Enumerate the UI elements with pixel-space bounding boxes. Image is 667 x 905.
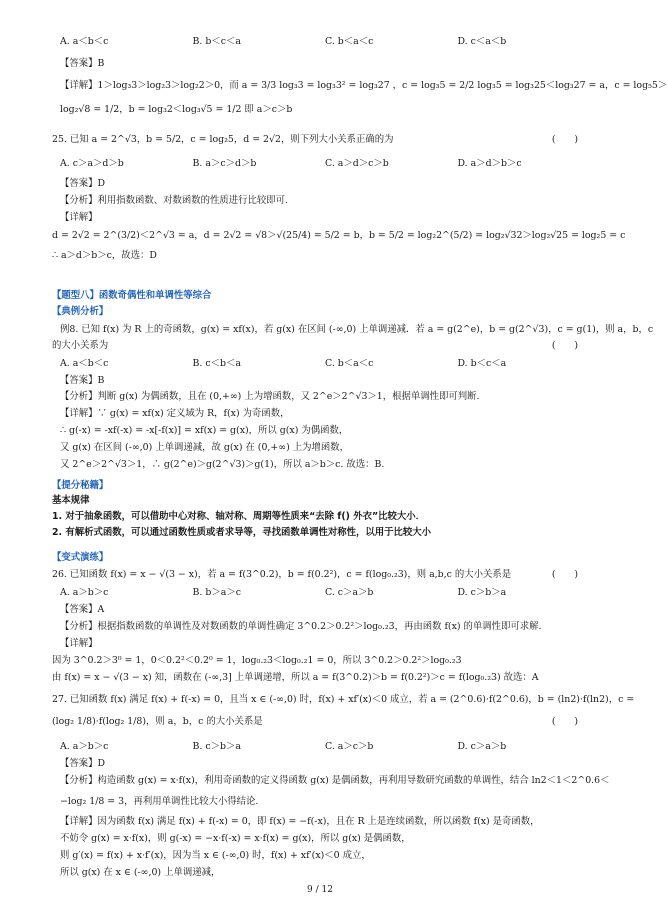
tips-subtitle: 基本规律 [52, 495, 90, 506]
section-subtitle: 【典例分析】 [52, 306, 109, 317]
options-row [60, 158, 590, 171]
analysis-line: −log₂ 1/8 = 3，再利用单调性比较大小得结论. [60, 796, 259, 807]
option-d: D. a＞d＞b＞c [457, 158, 522, 169]
option-c: C. a＞c＞b [325, 741, 374, 752]
answer-paren: ( ) [551, 340, 578, 351]
option-b: B. c＜b＜a [192, 358, 241, 369]
question-stem: 25. 已知 a = 2^√3，b = 5/2，c = log₂5，d = 2√2，则下列大小关系正确的为 [52, 134, 394, 145]
section-title: 【题型八】函数奇偶性和单调性等综合 [52, 290, 212, 301]
analysis-line: 【分析】判断 g(x) 为偶函数，且在 (0,+∞) 上为增函数，又 2^e＞2^√3＞1，根据单调性即可判断. [60, 391, 480, 402]
detail-line: 【详解】1＞log₃3＞log₂3＞log₂2＞0，而 a = 3/3 log₃3 = log₃3² = log₃27 ，c = log₃5 = 2/2 log₃5 = log₃25＜log₃27 = a，c = log₅5＞ [60, 80, 667, 91]
example-stem: 的大小关系为 [52, 340, 109, 351]
answer-line: 【答案】D [60, 178, 106, 189]
page-number: 9 / 12 [307, 885, 333, 895]
answer-paren: ( ) [551, 716, 578, 727]
option-d: D. b＜c＜a [457, 358, 507, 369]
detail-line: log₂√8 = 1/2，b = log₃2＜log₃√5 = 1/2 即 a＞c＞b [60, 104, 293, 115]
option-c: C. b＜a＜c [325, 36, 374, 47]
detail-line: 又 g(x) 在区间 (-∞,0) 上单调递减，故 g(x) 在 (0,+∞) 上为增函数， [60, 442, 349, 453]
question-stem: 26. 已知函数 f(x) = x − √(3 − x)，若 a = f(3^0.2)，b = f(0.2²)，c = f(log₀.₂3)，则 a,b,c 的大小关系是 [52, 569, 512, 580]
option-b: B. a＞c＞d＞b [192, 158, 257, 169]
option-d: D. c＞b＞a [457, 587, 507, 598]
option-c: C. a＞d＞c＞b [325, 158, 389, 169]
answer-line: 【答案】B [60, 58, 105, 69]
option-b: B. b＞a＞c [192, 587, 241, 598]
tip-line: 1. 对于抽象函数，可以借助中心对称、轴对称、周期等性质来“去除 f() 外衣”比较大小． [52, 511, 425, 522]
answer-line: 【答案】D [60, 758, 106, 769]
variant-title: 【变式演练】 [52, 552, 109, 563]
option-a: A. a＜b＜c [60, 36, 109, 47]
option-a: A. a＞b＞c [60, 741, 109, 752]
detail-line: 又 2^e＞2^√3＞1，∴ g(2^e)＞g(2^√3)＞g(1)，所以 a＞b＞c. 故选：B. [60, 459, 385, 470]
detail-line: 因为 3^0.2＞3⁰ = 1，0＜0.2²＜0.2⁰ = 1，log₀.₂3＜log₀.₂1 = 0，所以 3^0.2＞0.2²＞log₀.₂3 [52, 655, 462, 666]
option-b: B. c＞b＞a [192, 741, 241, 752]
detail-line: 【详解】∵ g(x) = xf(x) 定义域为 R，f(x) 为奇函数， [60, 408, 290, 419]
answer-paren: ( ) [551, 569, 578, 580]
options-row [60, 741, 590, 754]
tips-title: 【提分秘籍】 [52, 480, 109, 491]
example-stem: 例8. 已知 f(x) 为 R 上的奇函数，g(x) = xf(x)，若 g(x) 在区间 (-∞,0) 上单调递减．若 a = g(2^e)，b = g(2^√3)，c = g(1)，则 a，b，c [60, 324, 654, 335]
answer-paren: ( ) [551, 134, 578, 145]
detail-line: 所以 g(x) 在 x ∈ (-∞,0) 上单调递减， [60, 867, 221, 878]
answer-line: 【答案】A [60, 604, 105, 615]
question-stem: (log₂ 1/8)·f(log₂ 1/8)，则 a，b，c 的大小关系是 [52, 716, 263, 727]
detail-line: d = 2√2 = 2^(3/2)＜2^√3 = a，d = 2√2 = √8＞√(25/4) = 5/2 = b，b = 5/2 = log₂2^(5/2) = log₂√32＞log₂√25 = log₂5 = c [52, 230, 626, 241]
option-d: D. c＜a＜b [457, 36, 507, 47]
detail-line: ∴ a＞d＞b＞c，故选：D [52, 250, 157, 261]
detail-line: ∴ g(-x) = -xf(-x) = -x[-f(x)] = xf(x) = g(x)，所以 g(x) 为偶函数， [60, 425, 349, 436]
option-a: A. a＜b＜c [60, 358, 109, 369]
option-a: A. a＞b＞c [60, 587, 109, 598]
analysis-line: 【分析】构造函数 g(x) = x·f(x)，利用奇函数的定义得函数 g(x) 是偶函数，再利用导数研究函数的单调性，结合 ln2＜1＜2^0.6＜ [60, 775, 610, 786]
option-a: A. c＞a＞d＞b [60, 158, 124, 169]
option-c: C. c＞a＞b [325, 587, 374, 598]
analysis-line: 【分析】根据指数函数的单调性及对数函数的单调性确定 3^0.2＞0.2²＞log₀.₂3，再由函数 f(x) 的单调性即可求解. [60, 621, 542, 632]
option-c: C. b＜a＜c [325, 358, 374, 369]
option-b: B. b＜c＜a [192, 36, 241, 47]
option-d: D. c＞a＞b [457, 741, 507, 752]
options-row [60, 36, 590, 49]
analysis-line: 【分析】利用指数函数、对数函数的性质进行比较即可. [60, 195, 288, 206]
answer-line: 【答案】B [60, 375, 105, 386]
detail-line: 【详解】因为函数 f(x) 满足 f(x) + f(-x) = 0，即 f(x) = −f(-x)，且在 R 上是连续函数，所以函数 f(x) 是奇函数， [60, 816, 540, 827]
options-row [60, 358, 590, 371]
question-stem: 27. 已知函数 f(x) 满足 f(x) + f(-x) = 0，且当 x ∈ (-∞,0) 时，f(x) + xf′(x)＜0 成立，若 a = (2^0.6)·f(2^0.6)，b = (ln2)·f(ln2)，c = [52, 694, 635, 705]
detail-line: 不妨令 g(x) = x·f(x)，则 g(-x) = −x·f(-x) = x·f(x) = g(x)，所以 g(x) 是偶函数， [60, 833, 411, 844]
tip-line: 2. 有解析式函数，可以通过函数性质或者求导等，寻找函数单调性对称性，以用于比较大小 [52, 527, 431, 538]
detail-line: 则 g′(x) = f(x) + x·f′(x)，因为当 x ∈ (-∞,0) 时，f(x) + xf′(x)＜0 成立， [60, 850, 371, 861]
detail-line: 由 f(x) = x − √(3 − x) 知，函数在 (-∞,3] 上单调递增，所以 a = f(3^0.2)＞b = f(0.2²)＞c = f(log₀.₂3) 故选：A [52, 672, 539, 683]
detail-label: 【详解】 [60, 638, 98, 649]
options-row [60, 587, 590, 600]
detail-label: 【详解】 [60, 212, 98, 223]
